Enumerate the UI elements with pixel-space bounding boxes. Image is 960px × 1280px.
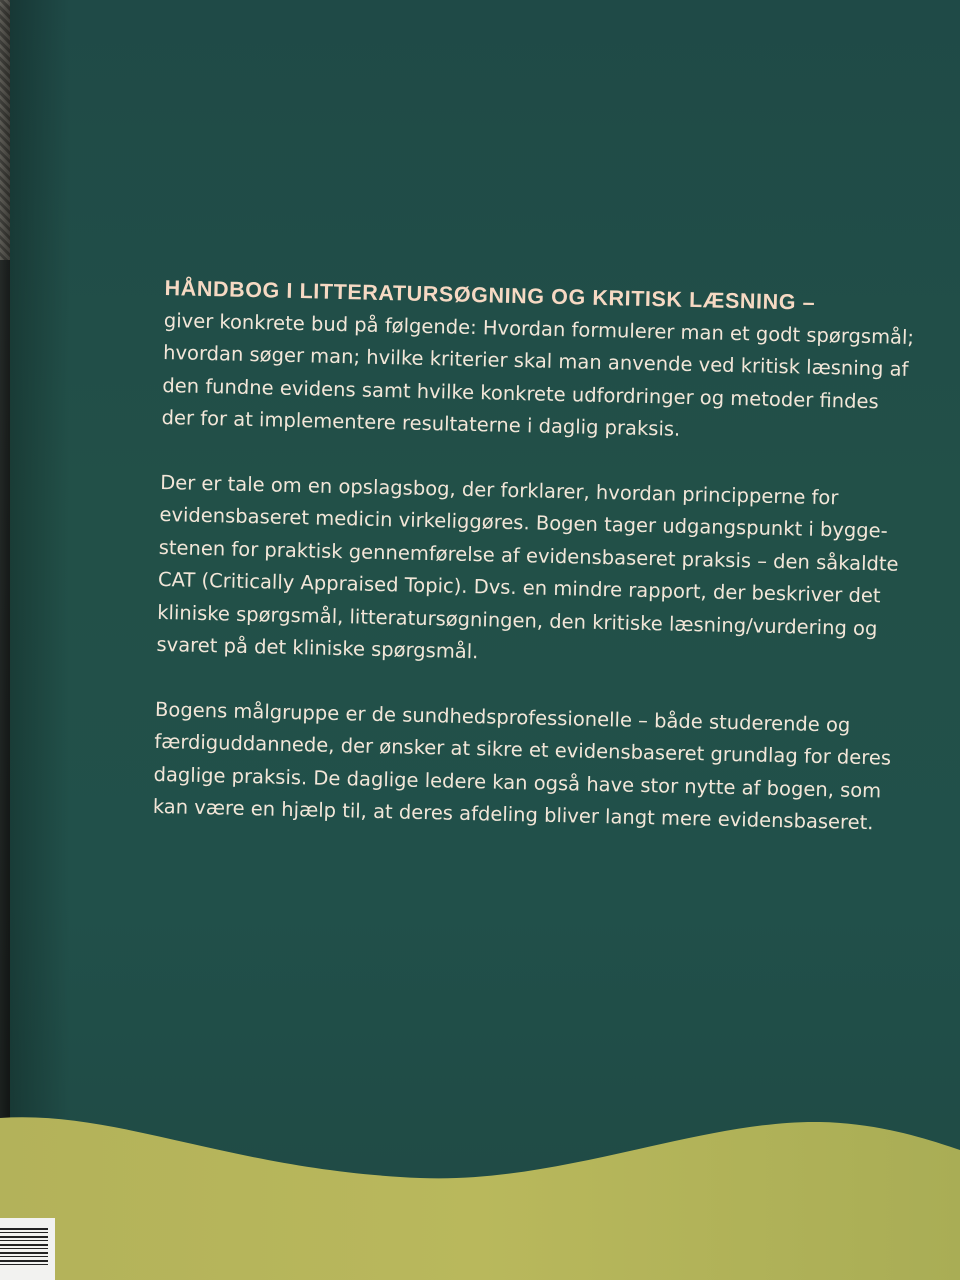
barcode-label	[0, 1218, 55, 1280]
blurb-paragraph-1	[161, 272, 915, 451]
blurb-line: Der er tale om en opslagsbog, der forklarer, hvordan principperne for	[159, 470, 839, 509]
blurb-line: den fundne evidens samt hvilke konkrete udfordringer og metoder findes	[162, 373, 879, 413]
blurb-text	[152, 272, 915, 872]
blurb-line: daglige praksis. De daglige ledere kan også have stor nytte af bogen, som	[153, 762, 882, 802]
blurb-line: hvordan søger man; hvilke kriterier skal man anvende ved kritisk læsning af	[162, 340, 909, 381]
blurb-line: kan være en hjælp til, at deres afdeling bliver langt mere evidensbaseret.	[152, 794, 874, 835]
blurb-line: Bogens målgruppe er de sundhedsprofessionelle – både studerende og	[154, 697, 851, 737]
blurb-heading: HÅNDBOG I LITTERATURSØGNING OG KRITISK LÆSNING –	[164, 275, 816, 315]
blurb-line: der for at implementere resultaterne i daglig praksis.	[161, 405, 681, 441]
blurb-line: evidensbaseret medicin virkeliggøres. Bogen tager udgangspunkt i bygge-	[159, 502, 889, 543]
wave-shape	[0, 1117, 960, 1280]
blurb-paragraph-2	[156, 466, 899, 678]
barcode-icon	[0, 1228, 48, 1268]
blurb-line: svaret på det kliniske spørgsmål.	[156, 632, 479, 664]
blurb-line: giver konkrete bud på følgende: Hvordan formulerer man et godt spørgsmål;	[163, 308, 915, 349]
blurb-line: kliniske spørgsmål, litteratursøgningen, den kritiske læsning/vurdering og	[157, 600, 878, 640]
blurb-line: færdiguddannede, der ønsker at sikre et evidensbaseret grundlag for deres	[154, 729, 892, 770]
blurb-paragraph-3	[152, 693, 892, 840]
blurb-line: CAT (Critically Appraised Topic). Dvs. en mindre rapport, der beskriver det	[157, 567, 881, 608]
blurb-line: stenen for praktisk gennemførelse af evidensbaseret praksis – den såkaldte	[158, 535, 899, 576]
